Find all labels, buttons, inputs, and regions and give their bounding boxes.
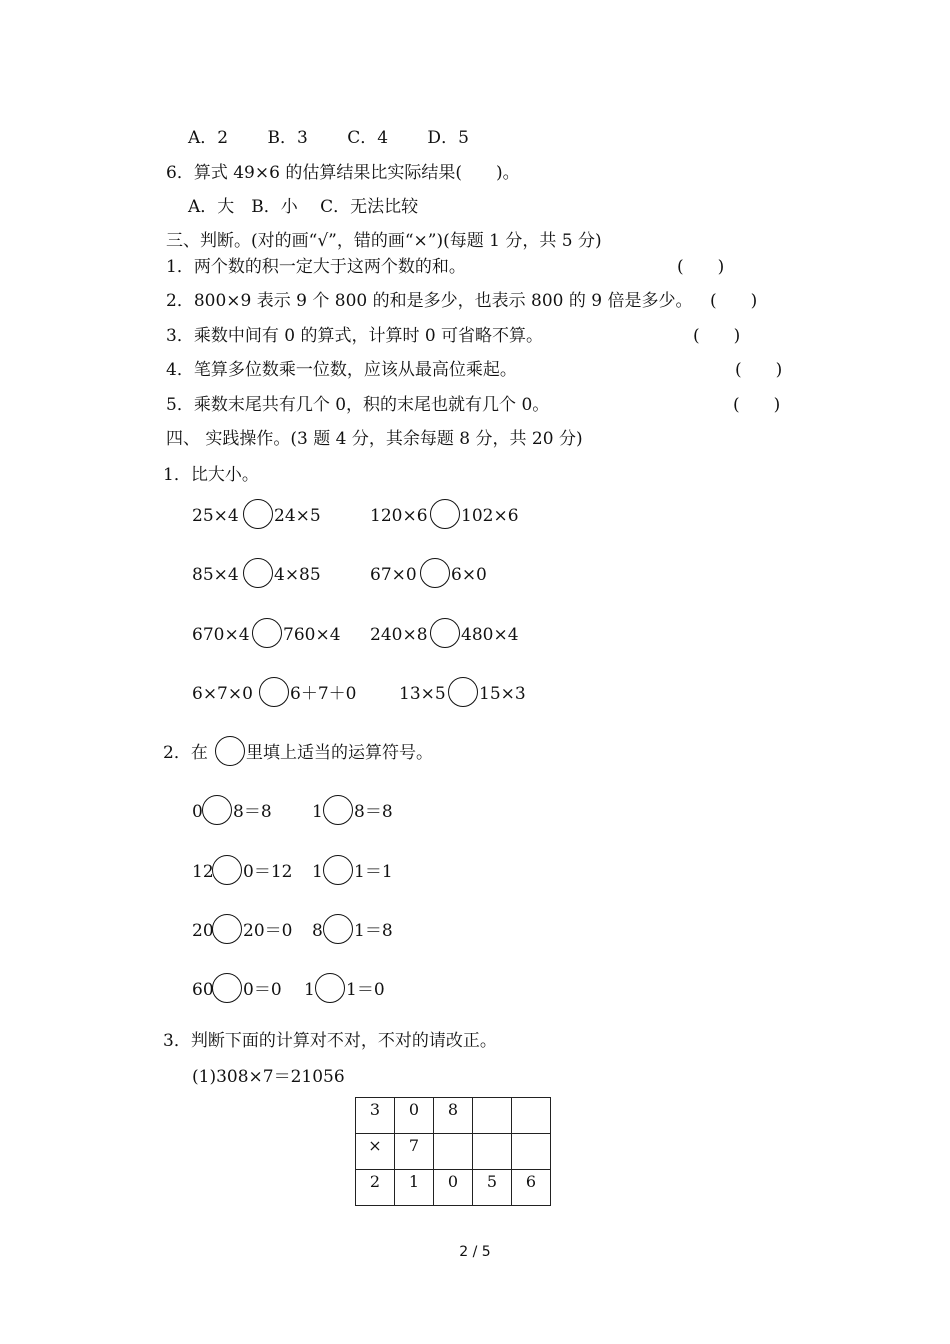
- operator-right: 8＝8: [233, 802, 272, 822]
- check-title: 3．判断下面的计算对不对，不对的请改正。: [163, 1031, 497, 1051]
- table-cell: 0: [434, 1170, 473, 1206]
- q6-options: A．大 B．小 C．无法比较: [188, 197, 419, 217]
- compare-right: 6＋7＋0: [290, 684, 357, 704]
- answer-circle[interactable]: [420, 558, 450, 588]
- compare-left: 25×4: [192, 506, 239, 526]
- answer-circle[interactable]: [243, 558, 273, 588]
- operator-right: 0＝0: [243, 980, 282, 1000]
- answer-circle[interactable]: [259, 677, 289, 707]
- compare-title: 1．比大小。: [163, 465, 259, 485]
- operator-circle[interactable]: [315, 973, 345, 1003]
- answer-circle[interactable]: [430, 618, 460, 648]
- table-cell: [473, 1134, 512, 1170]
- operator-right: 20＝0: [243, 921, 293, 941]
- operator-circle[interactable]: [202, 795, 232, 825]
- compare-right: 760×4: [283, 625, 341, 645]
- page-number: 2 / 5: [459, 1244, 491, 1260]
- table-cell: [434, 1134, 473, 1170]
- vertical-calculation-table: [355, 1097, 551, 1206]
- operator-left: 1: [312, 802, 323, 822]
- answer-circle[interactable]: [243, 499, 273, 529]
- operator-circle[interactable]: [323, 795, 353, 825]
- operator-title-suffix: 里填上适当的运算符号。: [246, 743, 433, 763]
- q6-question: 6．算式 49×6 的估算结果比实际结果( )。: [166, 163, 520, 183]
- compare-left: 13×5: [399, 684, 446, 704]
- operator-right: 8＝8: [354, 802, 393, 822]
- compare-right: 102×6: [461, 506, 519, 526]
- compare-left: 120×6: [370, 506, 428, 526]
- compare-right: 24×5: [274, 506, 321, 526]
- judge-answer-1: ( ): [677, 257, 725, 277]
- compare-right: 15×3: [479, 684, 526, 704]
- operator-right: 1＝1: [354, 862, 393, 882]
- operator-right: 1＝8: [354, 921, 393, 941]
- operator-left: 20: [192, 921, 214, 941]
- table-cell: [473, 1098, 512, 1134]
- table-cell: 2: [356, 1170, 395, 1206]
- judge-item-1: 1．两个数的积一定大于这两个数的和。: [166, 257, 466, 277]
- table-cell: 1: [395, 1170, 434, 1206]
- compare-left: 85×4: [192, 565, 239, 585]
- judge-answer-2: ( ): [710, 291, 758, 311]
- operator-right: 1＝0: [346, 980, 385, 1000]
- table-cell: [512, 1098, 551, 1134]
- table-row: [356, 1134, 551, 1170]
- section4-title: 四、 实践操作。(3 题 4 分，其余每题 8 分，共 20 分): [166, 429, 583, 449]
- operator-circle[interactable]: [212, 973, 242, 1003]
- operator-right: 0＝12: [243, 862, 293, 882]
- compare-right: 480×4: [461, 625, 519, 645]
- compare-left: 670×4: [192, 625, 250, 645]
- compare-left: 240×8: [370, 625, 428, 645]
- operator-circle[interactable]: [323, 855, 353, 885]
- q5-options: A．2 B．3 C．4 D．5: [188, 128, 469, 148]
- operator-left: 12: [192, 862, 214, 882]
- table-cell: [512, 1134, 551, 1170]
- operator-left: 60: [192, 980, 214, 1000]
- judge-item-3: 3．乘数中间有 0 的算式，计算时 0 可省略不算。: [166, 326, 544, 346]
- compare-right: 4×85: [274, 565, 321, 585]
- table-cell: 3: [356, 1098, 395, 1134]
- table-cell: ×: [356, 1134, 395, 1170]
- judge-item-4: 4．笔算多位数乘一位数，应该从最高位乘起。: [166, 360, 517, 380]
- table-cell: 8: [434, 1098, 473, 1134]
- operator-left: 1: [312, 862, 323, 882]
- judge-answer-4: ( ): [735, 360, 783, 380]
- compare-left: 6×7×0: [192, 684, 253, 704]
- table-cell: 5: [473, 1170, 512, 1206]
- operator-left: 0: [192, 802, 203, 822]
- section3-title: 三、判断。(对的画“√”，错的画“×”)(每题 1 分，共 5 分): [166, 231, 602, 251]
- table-row: [356, 1098, 551, 1134]
- compare-right: 6×0: [451, 565, 487, 585]
- operator-title-prefix: 2．在: [163, 743, 208, 763]
- check-sub: (1)308×7＝21056: [192, 1067, 345, 1087]
- answer-circle[interactable]: [252, 618, 282, 648]
- compare-left: 67×0: [370, 565, 417, 585]
- judge-item-2: 2．800×9 表示 9 个 800 的和是多少，也表示 800 的 9 倍是多少。: [166, 291, 693, 311]
- answer-circle[interactable]: [448, 677, 478, 707]
- operator-left: 1: [304, 980, 315, 1000]
- table-cell: 0: [395, 1098, 434, 1134]
- title-circle: [215, 736, 245, 766]
- operator-circle[interactable]: [212, 914, 242, 944]
- table-cell: 7: [395, 1134, 434, 1170]
- answer-circle[interactable]: [430, 499, 460, 529]
- operator-left: 8: [312, 921, 323, 941]
- operator-circle[interactable]: [323, 914, 353, 944]
- operator-circle[interactable]: [212, 855, 242, 885]
- judge-answer-5: ( ): [733, 395, 781, 415]
- judge-item-5: 5．乘数末尾共有几个 0，积的末尾也就有几个 0。: [166, 395, 550, 415]
- judge-answer-3: ( ): [693, 326, 741, 346]
- table-cell: 6: [512, 1170, 551, 1206]
- table-row: [356, 1170, 551, 1206]
